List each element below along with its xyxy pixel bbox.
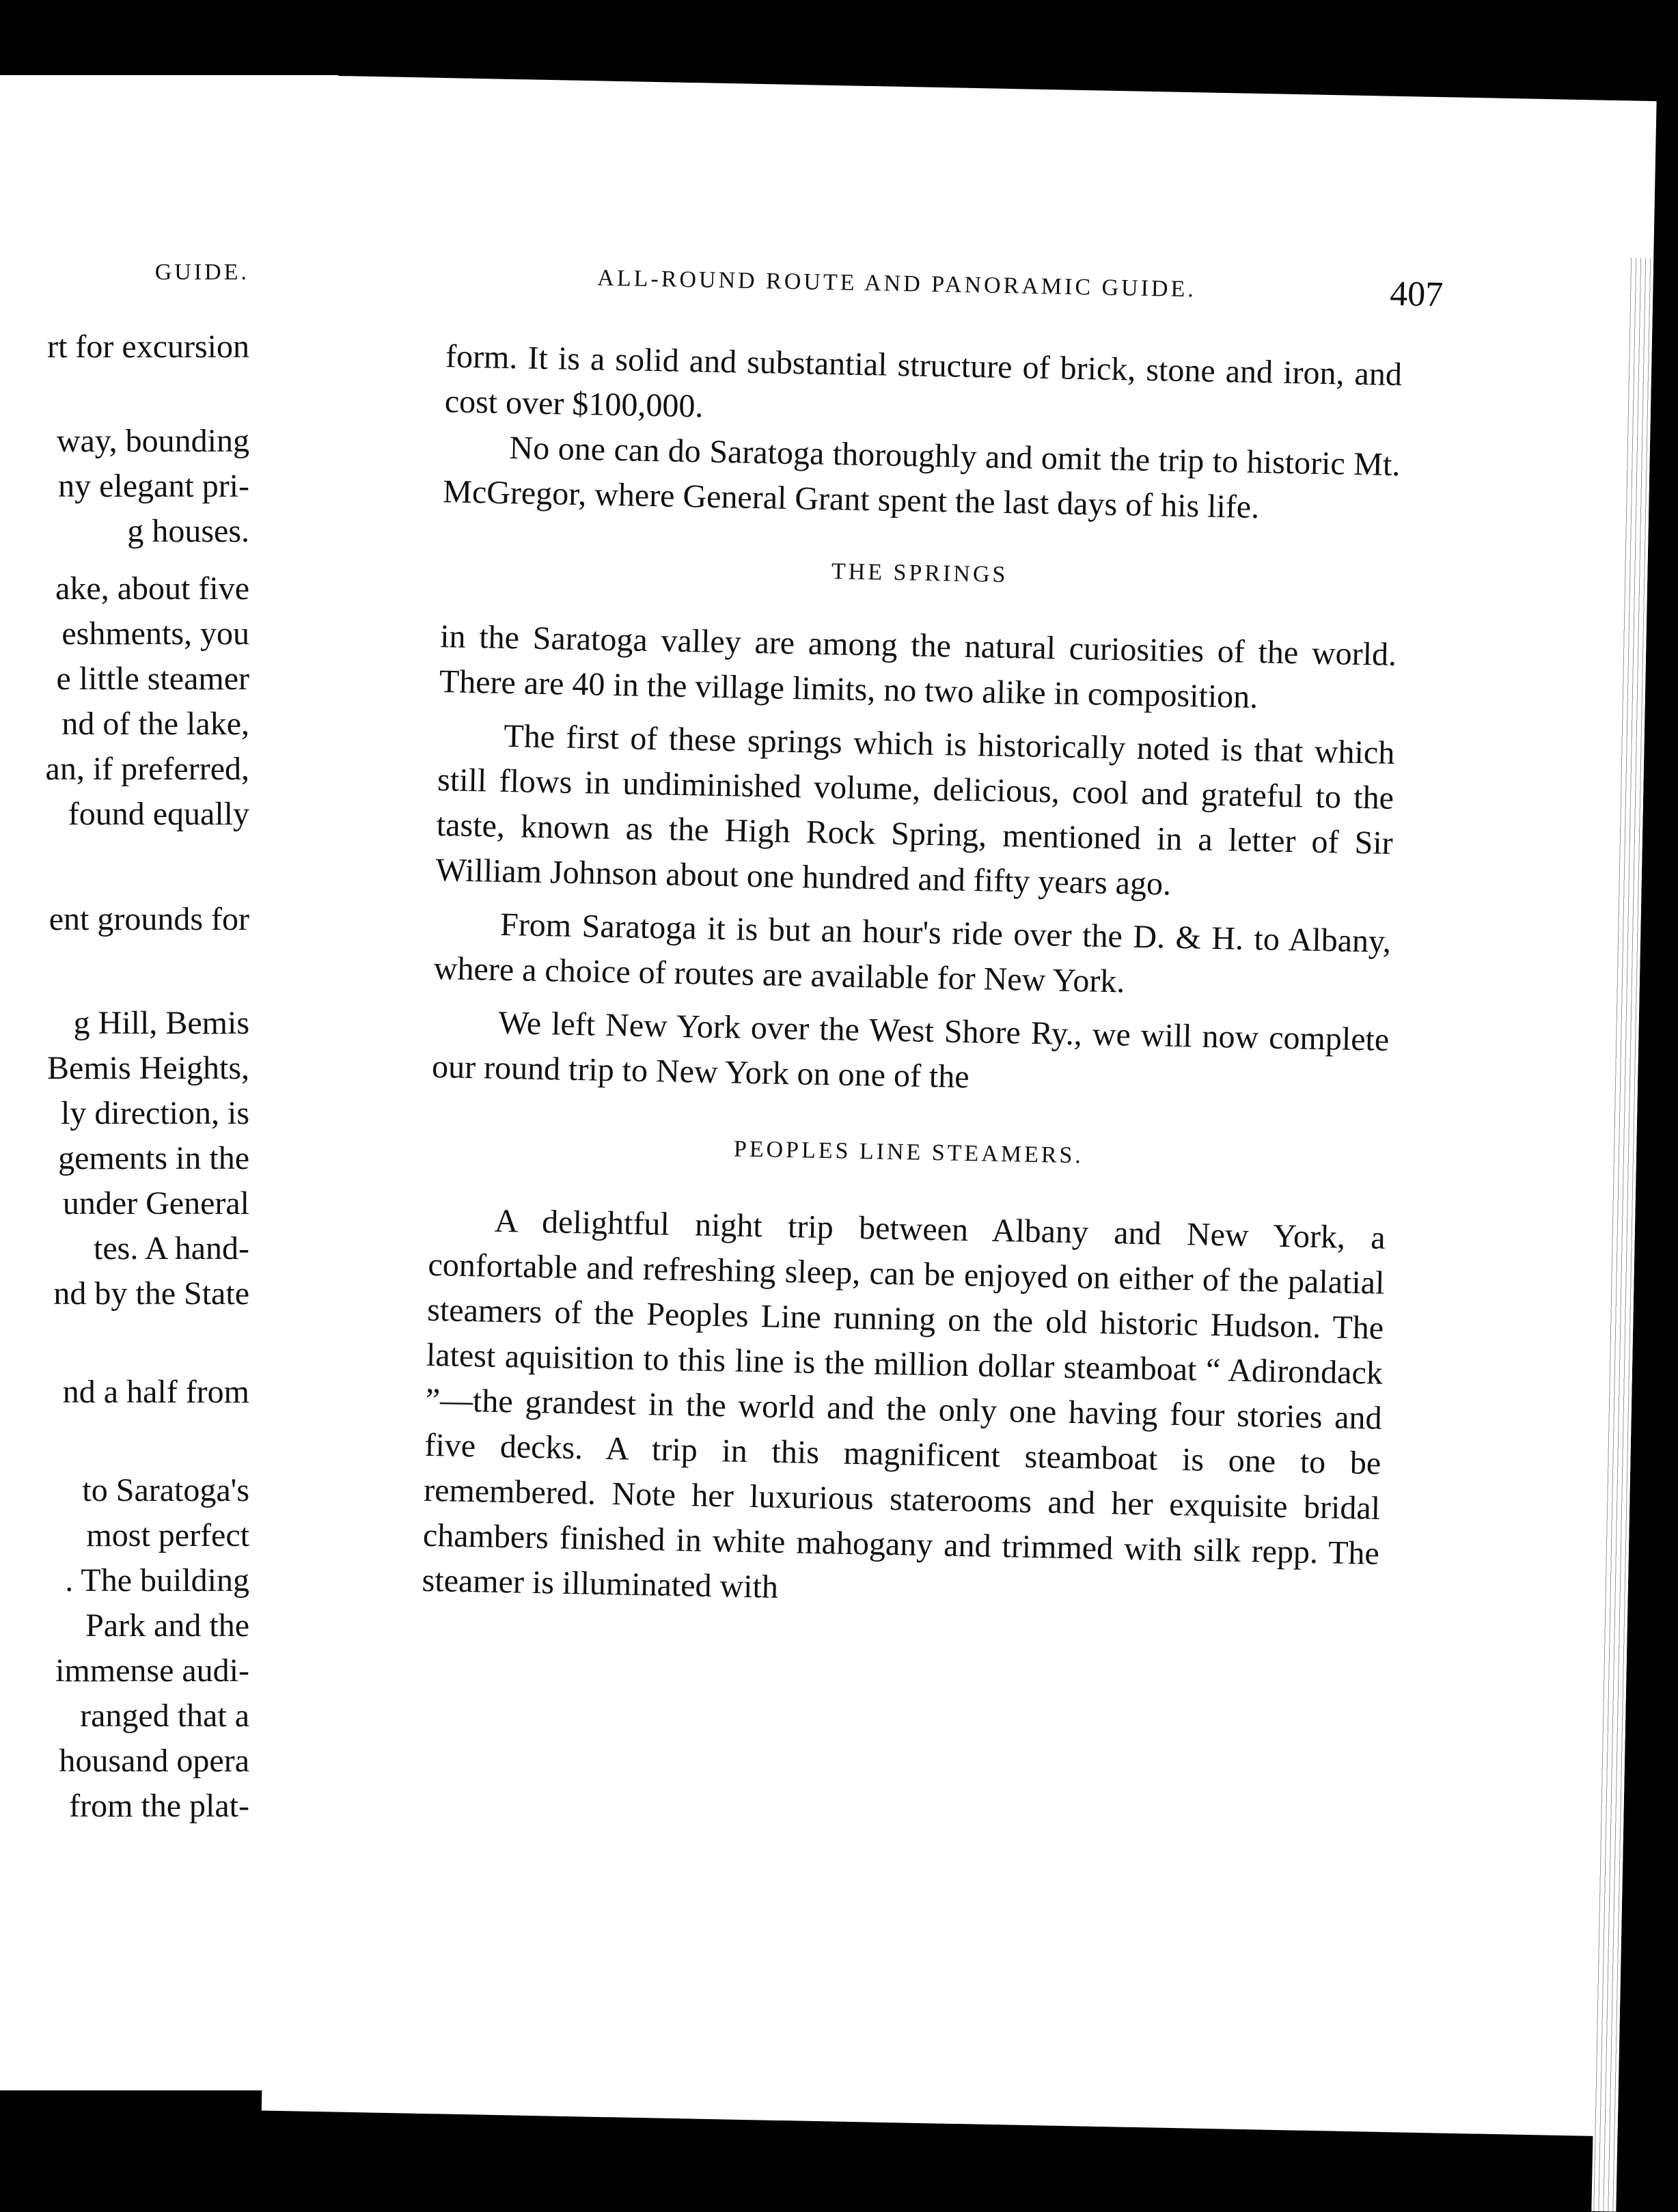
left-line: from the plat- [69,1788,249,1824]
paragraph: No one can do Saratoga thoroughly and omit the trip to historic Mt. McGregor, where General Grant spent the last days of his life. [442,429,1401,526]
left-line: ranged that a [80,1698,249,1734]
left-line: ent grounds for [49,901,249,937]
left-line: way, bounding [56,423,249,459]
left-line: ake, about five [55,570,249,607]
left-line: ny elegant pri- [58,468,249,504]
page-edges [1591,258,1653,2211]
paragraph: in the Saratoga valley are among the natural curiosities of the world. There are 40 in the village limits, no two alike in composition. [439,618,1397,716]
section-heading-springs: THE SPRINGS [831,559,1008,588]
running-head: ALL-ROUND ROUTE AND PANORAMIC GUIDE. [597,265,1197,303]
left-line: Bemis Heights, [47,1050,249,1086]
left-line: immense audi- [55,1653,249,1689]
paragraph: We left New York over the West Shore Ry., we will now complete our round trip to New York on one of the [431,1004,1390,1096]
left-line: gements in the [58,1140,249,1176]
right-page [262,75,1657,2137]
left-line: an, if preferred, [45,751,249,787]
paragraph: form. It is a solid and substantial structure of brick, stone and iron, and cost over $100,000. [444,338,1403,425]
left-line: Park and the [85,1607,249,1644]
page-number: 407 [1389,274,1444,315]
left-line: . The building [65,1562,249,1599]
section-heading-steamers: PEOPLES LINE STEAMERS. [733,1136,1084,1169]
left-line: nd of the lake, [61,706,249,742]
page-body [422,334,1402,1622]
left-running-head: GUIDE. [154,260,249,285]
left-line: tes. A hand- [94,1230,249,1267]
left-line: nd by the State [53,1275,249,1312]
paragraph: The first of these springs which is historically noted is that which still flows in undiminished volume, delicious, cool and grateful to the taste, known as the High Rock Spring, mentioned in a letter of Sir William Johnson about one hundred and fifty years ago. [435,717,1395,902]
paragraph: A delightful night trip between Albany and New York, a confortable and refreshing sleep, can be enjoyed on either of the palatial steamers of the Peoples Line running on the old historic Hudson. The latest aquisition to this line is the million dollar steamboat “ Adirondack ”—the grandest in the world and the only one having four stories and five decks. A trip in this magnificent steamboat is one to be remembered. Note her luxurious staterooms and her exquisite bridal chambers finished in white mahogany and trimmed with silk repp. The steamer is illuminated with [422,1202,1386,1605]
left-line: g Hill, Bemis [73,1005,249,1041]
left-line: g houses. [127,513,249,549]
left-line: under General [62,1185,249,1221]
left-line: e little steamer [56,661,249,697]
paragraph: From Saratoga it is but an hour's ride over the D. & H. to Albany, where a choice of routes are available for New York. [433,906,1392,1000]
left-line: nd a half from [62,1374,249,1410]
left-line: most perfect [86,1517,249,1553]
left-line: housand opera [59,1743,249,1779]
left-line: to Saratoga's [82,1472,249,1508]
left-line: rt for excursion [47,329,249,365]
left-line: found equally [68,796,249,832]
left-line: eshments, you [61,616,249,652]
left-line: ly direction, is [61,1095,249,1131]
